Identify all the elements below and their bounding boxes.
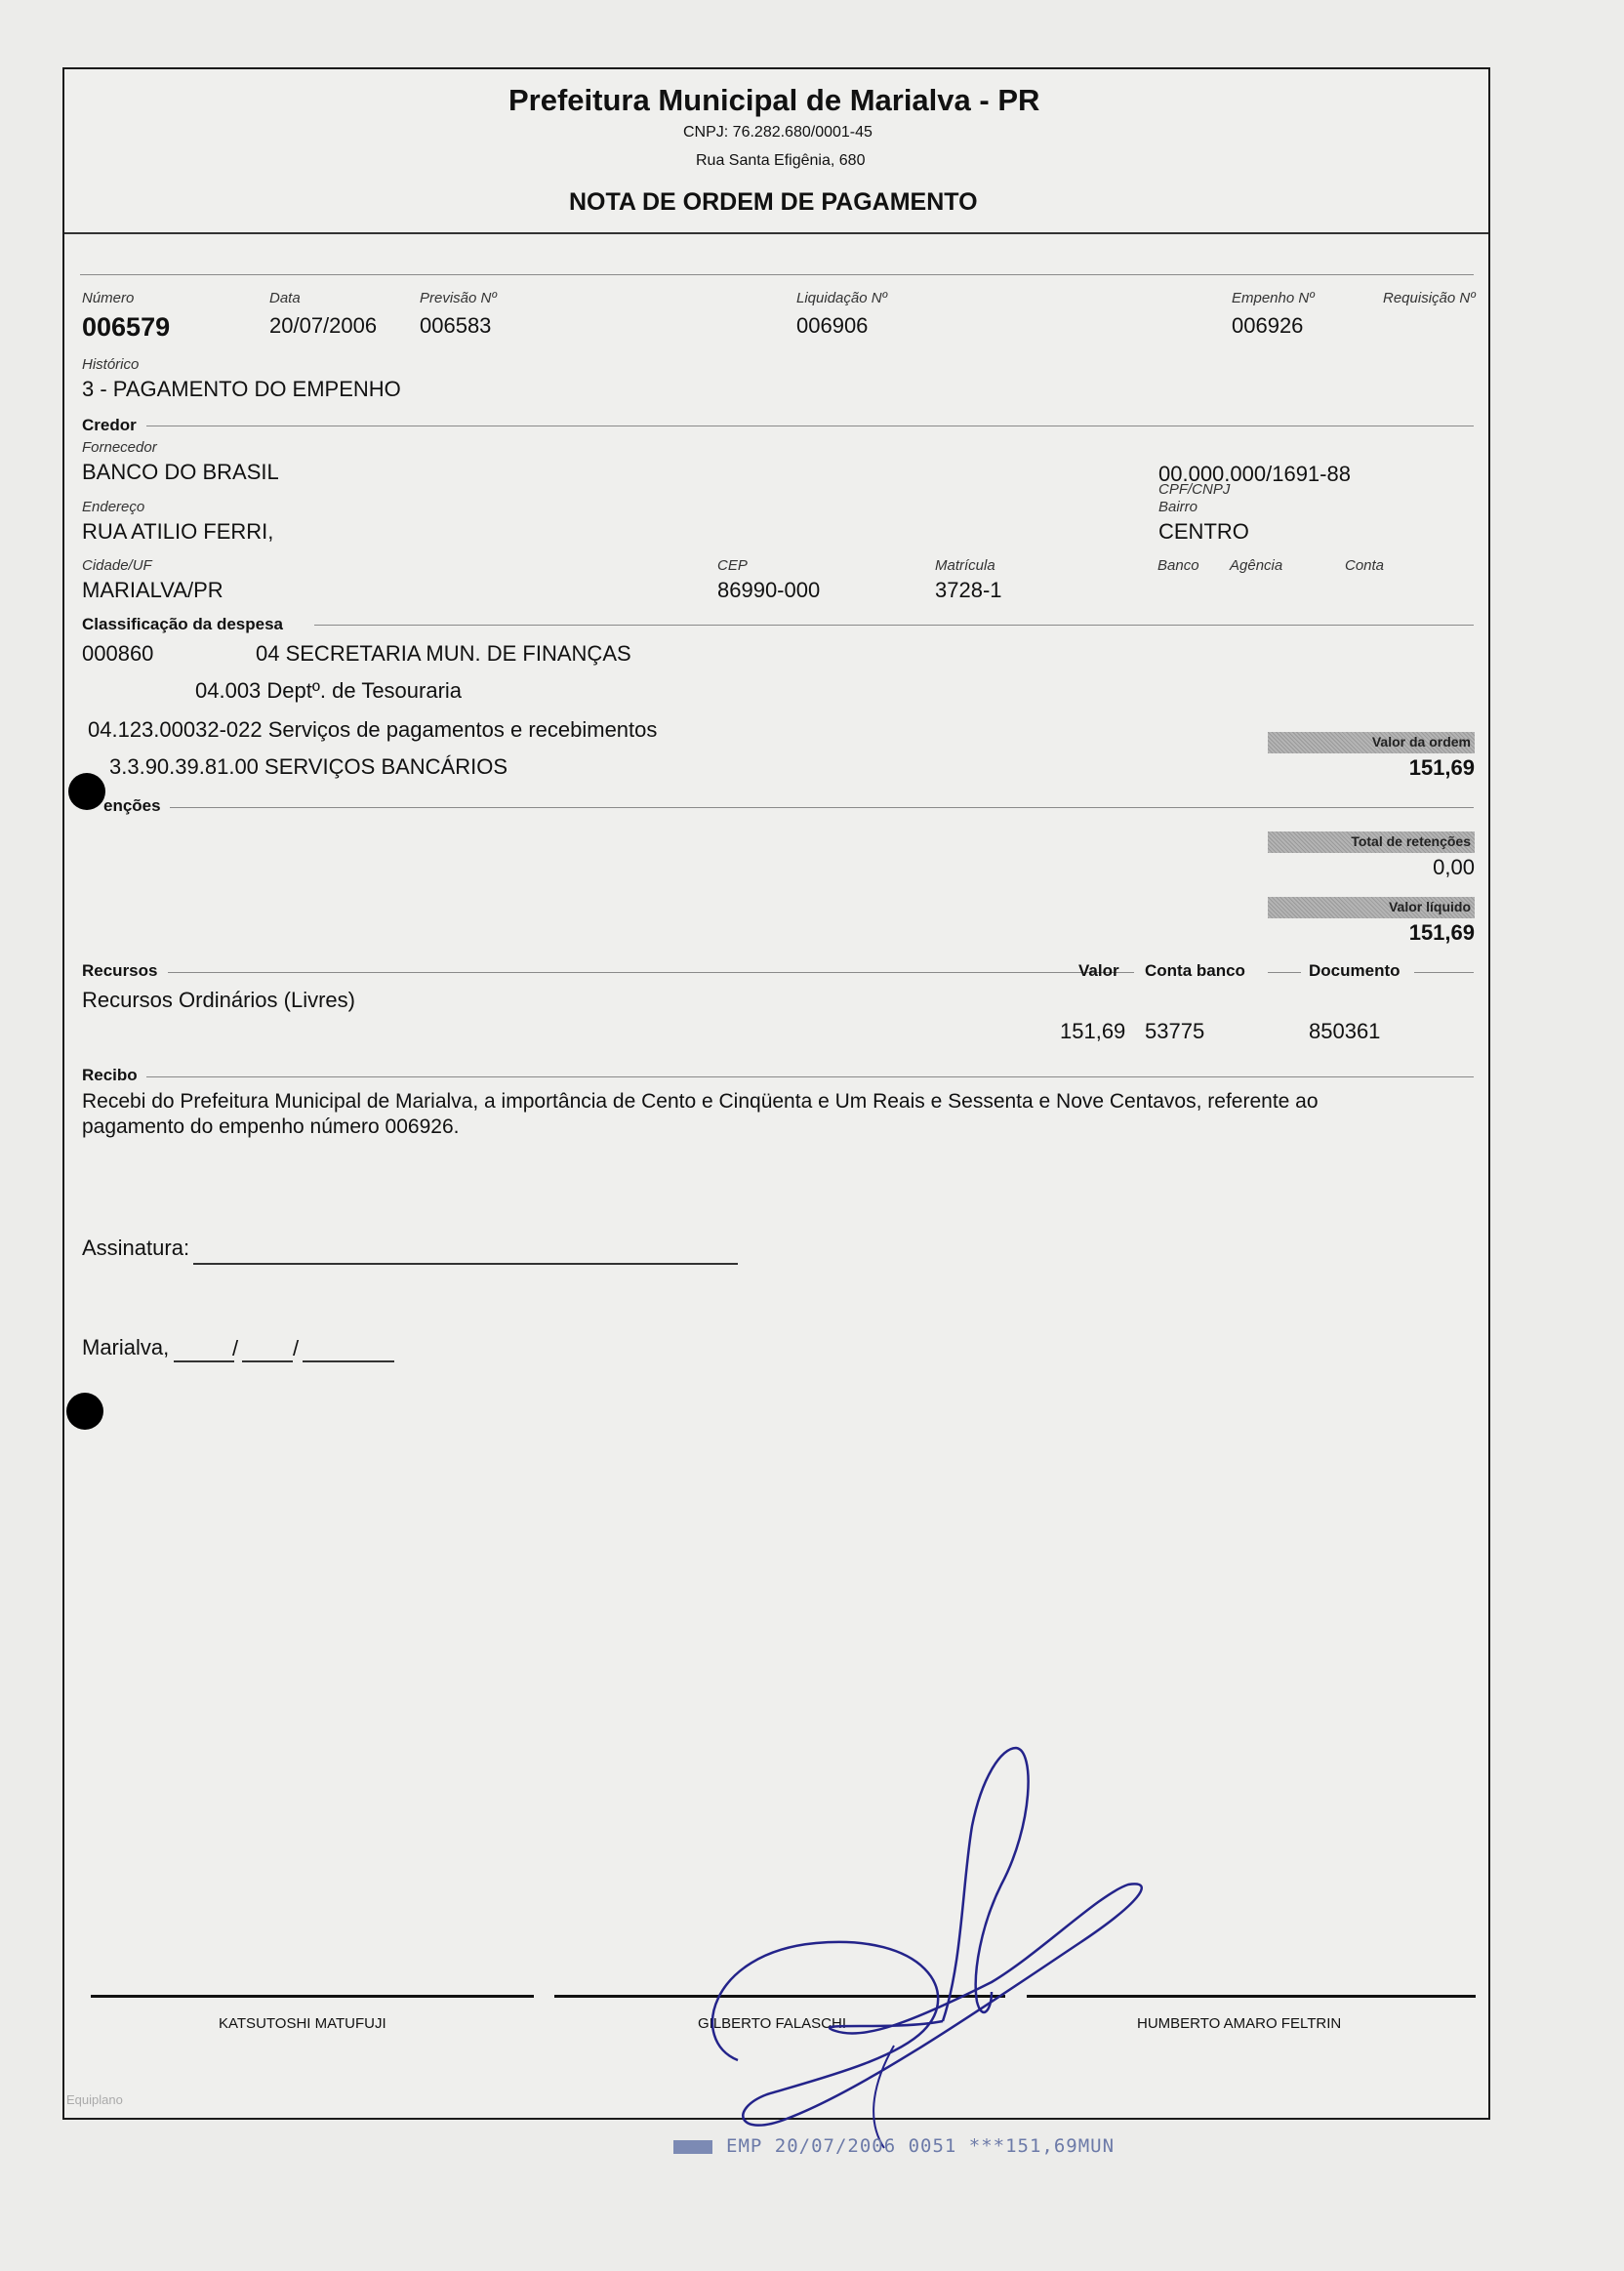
- data-value: 20/07/2006: [269, 313, 378, 338]
- document-frame: [62, 67, 1490, 2120]
- natureza: 3.3.90.39.81.00 SERVIÇOS BANCÁRIOS: [109, 754, 508, 779]
- bairro-value: CENTRO: [1158, 519, 1249, 544]
- recursos-rule-mid: [1268, 972, 1301, 973]
- previsao-value: 006583: [420, 313, 492, 338]
- cnpj: CNPJ: 76.282.680/0001-45: [683, 124, 873, 141]
- signatory-right: HUMBERTO AMARO FELTRIN: [1137, 2015, 1342, 2032]
- recibo-line-2: pagamento do empenho número 006926.: [82, 1115, 460, 1138]
- recursos-descricao: Recursos Ordinários (Livres): [82, 988, 355, 1012]
- stamp-text: EMP 20/07/2006 0051 ***151,69MUN: [726, 2135, 1116, 2157]
- year-line: [303, 1360, 394, 1362]
- valor-liquido-bar: [1268, 897, 1475, 918]
- banco-label: Banco: [1157, 557, 1199, 574]
- matricula-value: 3728-1: [935, 578, 1002, 602]
- endereco-label: Endereço: [82, 499, 145, 515]
- empenho-label: Empenho Nº: [1232, 290, 1315, 306]
- punch-hole-upper: [68, 773, 105, 810]
- address: Rua Santa Efigênia, 680: [696, 152, 866, 169]
- classificacao-section: Classificação da despesa: [82, 615, 284, 633]
- data-label: Data: [269, 290, 301, 306]
- recursos-rule: [168, 972, 1134, 973]
- recursos-valor-label: Valor: [1078, 961, 1119, 980]
- assinatura-line: [193, 1263, 738, 1265]
- liquidacao-label: Liquidação Nº: [796, 290, 888, 306]
- retencoes-section: enções: [103, 796, 161, 815]
- numero-label: Número: [82, 290, 135, 306]
- signatory-center: GILBERTO FALASCHI: [698, 2015, 846, 2032]
- recursos-section: Recursos: [82, 961, 158, 980]
- fornecedor-value: BANCO DO BRASIL: [82, 460, 279, 484]
- secretaria: 04 SECRETARIA MUN. DE FINANÇAS: [256, 641, 631, 666]
- recibo-section: Recibo: [82, 1066, 138, 1084]
- valor-ordem-bar: [1268, 732, 1475, 753]
- header-divider: [64, 232, 1488, 234]
- numero-value: 006579: [82, 312, 171, 342]
- recursos-rule-end: [1414, 972, 1474, 973]
- historico-value: 3 - PAGAMENTO DO EMPENHO: [82, 377, 401, 401]
- month-line: [242, 1360, 293, 1362]
- date-sep-2: /: [293, 1336, 300, 1360]
- signatory-left: KATSUTOSHI MATUFUJI: [219, 2015, 386, 2032]
- handwritten-signature: [670, 1709, 1197, 2158]
- recibo-line-1: Recebi do Prefeitura Municipal de Marialva, a importância de Cento e Cinqüenta e Um Reais e Sessenta e Nove Centavos, referente ao: [82, 1090, 1319, 1113]
- valor-ordem-value: 151,69: [1408, 755, 1475, 780]
- municipality-title: Prefeitura Municipal de Marialva - PR: [508, 83, 1040, 117]
- stamp-logo-icon: [673, 2140, 712, 2154]
- recursos-conta: 53775: [1145, 1019, 1205, 1043]
- valor-liquido-value: 151,69: [1408, 920, 1475, 945]
- recursos-documento: 850361: [1309, 1019, 1381, 1043]
- ids-top-rule: [80, 274, 1474, 275]
- previsao-label: Previsão Nº: [420, 290, 497, 306]
- recibo-rule: [146, 1076, 1474, 1077]
- departamento: 04.003 Deptº. de Tesouraria: [195, 678, 463, 703]
- conta-label: Conta: [1345, 557, 1385, 574]
- assinatura-label: Assinatura:: [82, 1236, 190, 1260]
- classificacao-rule: [314, 625, 1474, 626]
- total-retencoes-label: Total de retenções: [1351, 833, 1471, 849]
- classificacao-code: 000860: [82, 641, 154, 666]
- bairro-label: Bairro: [1158, 499, 1198, 515]
- document-title: NOTA DE ORDEM DE PAGAMENTO: [569, 188, 978, 216]
- cep-label: CEP: [717, 557, 748, 574]
- cep-value: 86990-000: [717, 578, 821, 602]
- matricula-label: Matrícula: [935, 557, 995, 574]
- mechanical-stamp: [673, 2135, 1115, 2157]
- empenho-value: 006926: [1232, 313, 1304, 338]
- software-mark: Equiplano: [66, 2092, 123, 2107]
- cidade-value: MARIALVA/PR: [82, 578, 223, 602]
- requisicao-label: Requisição Nº: [1383, 290, 1476, 306]
- endereco-value: RUA ATILIO FERRI,: [82, 519, 274, 544]
- total-retencoes-bar: [1268, 831, 1475, 853]
- recursos-valor: 151,69: [1060, 1019, 1126, 1043]
- historico-label: Histórico: [82, 356, 140, 373]
- cidade-label: Cidade/UF: [82, 557, 152, 574]
- liquidacao-value: 006906: [796, 313, 869, 338]
- total-retencoes-value: 0,00: [1433, 855, 1475, 879]
- agencia-label: Agência: [1230, 557, 1283, 574]
- valor-liquido-label: Valor líquido: [1388, 899, 1471, 914]
- cpf-value: 00.000.000/1691-88: [1158, 462, 1351, 486]
- programa: 04.123.00032-022 Serviços de pagamentos e recebimentos: [88, 717, 658, 742]
- valor-ordem-label: Valor da ordem: [1371, 734, 1471, 750]
- credor-section: Credor: [82, 416, 137, 434]
- punch-hole-lower: [66, 1393, 103, 1430]
- date-sep-1: /: [232, 1336, 239, 1360]
- cpf-label: CPF/CNPJ: [1158, 481, 1231, 498]
- retencoes-rule: [170, 807, 1474, 808]
- recursos-documento-label: Documento: [1309, 961, 1401, 980]
- fornecedor-label: Fornecedor: [82, 439, 157, 456]
- recursos-conta-label: Conta banco: [1145, 961, 1245, 980]
- signature-line-left: [91, 1995, 534, 1998]
- day-line: [174, 1360, 234, 1362]
- local-label: Marialva,: [82, 1335, 170, 1359]
